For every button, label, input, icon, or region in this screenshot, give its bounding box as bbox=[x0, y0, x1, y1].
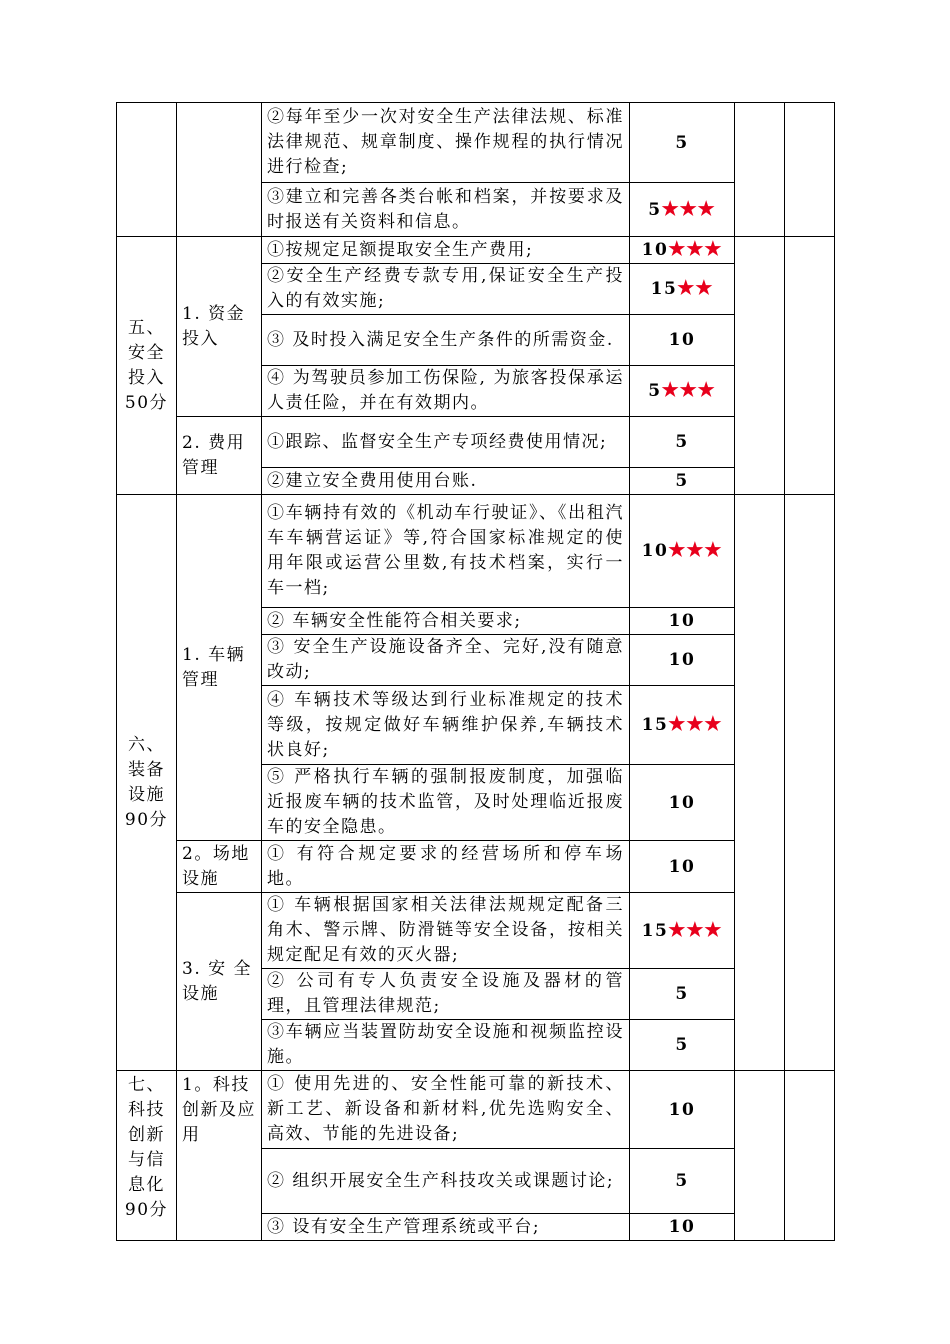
score-cell bbox=[630, 183, 735, 237]
score-value: 10 bbox=[668, 1217, 696, 1237]
category-cell: 五、安全投入50分 bbox=[117, 237, 177, 495]
subcategory-cell: 2。场地设施 bbox=[177, 841, 262, 893]
requirement-cell: ④ 为驾驶员参加工伤保险, 为旅客投保承运人责任险，并在有效期内。 bbox=[262, 366, 630, 417]
requirement-cell: ① 使用先进的、安全性能可靠的新技术、新工艺、新设备和新材料,优先选购安全、高效、节能的先进设备; bbox=[262, 1071, 630, 1149]
requirement-cell: ③ 及时投入满足安全生产条件的所需资金. bbox=[262, 315, 630, 366]
requirement-cell: ② 公司有专人负责安全设施及器材的管理，且管理法律规范; bbox=[262, 969, 630, 1020]
score-cell bbox=[630, 635, 735, 686]
star-rating: ★★★ bbox=[661, 197, 716, 220]
score-cell bbox=[630, 468, 735, 495]
score-cell bbox=[630, 366, 735, 417]
subcategory-cell: 3. 安 全设施 bbox=[177, 893, 262, 1071]
score-value: 10 bbox=[668, 792, 696, 813]
score-cell bbox=[630, 103, 735, 183]
score-cell bbox=[630, 686, 735, 765]
category-cell: 六、装备设施90分 bbox=[117, 495, 177, 1071]
score-cell bbox=[630, 315, 735, 366]
evaluation-table bbox=[116, 102, 835, 1241]
score-value: 5 bbox=[675, 1171, 689, 1191]
score-value: 5 bbox=[648, 199, 662, 220]
score-value: 15 bbox=[641, 715, 669, 735]
score-value: 10 bbox=[668, 856, 696, 877]
subcategory-cell bbox=[177, 103, 262, 237]
star-rating: ★★★ bbox=[668, 238, 723, 260]
score-cell bbox=[630, 841, 735, 893]
subcategory-cell: 1. 车辆管理 bbox=[177, 495, 262, 841]
table-row bbox=[117, 103, 835, 183]
requirement-cell: ② 车辆安全性能符合相关要求; bbox=[262, 608, 630, 635]
score-value: 5 bbox=[675, 471, 689, 491]
score-value: 5 bbox=[675, 984, 689, 1004]
star-rating: ★★ bbox=[677, 277, 714, 299]
score-cell bbox=[630, 1149, 735, 1214]
blank-cell bbox=[785, 1071, 835, 1241]
requirement-cell: ②建立安全费用使用台账. bbox=[262, 468, 630, 495]
score-cell bbox=[630, 1071, 735, 1149]
score-value: 5 bbox=[675, 1035, 689, 1055]
table-row bbox=[117, 417, 835, 468]
requirement-cell: ⑤ 严格执行车辆的强制报废制度，加强临近报废车辆的技术监管，及时处理临近报废车的安全隐患。 bbox=[262, 765, 630, 841]
score-cell bbox=[630, 417, 735, 468]
requirement-cell: ② 组织开展安全生产科技攻关或课题讨论; bbox=[262, 1149, 630, 1214]
subcategory-cell: 1. 资金投入 bbox=[177, 237, 262, 417]
table-row bbox=[117, 495, 835, 608]
table-row bbox=[117, 1071, 835, 1149]
requirement-cell: ① 有符合规定要求的经营场所和停车场地。 bbox=[262, 841, 630, 893]
requirement-cell: ②每年至少一次对安全生产法律法规、标准法律规范、规章制度、操作规程的执行情况进行检查; bbox=[262, 103, 630, 183]
score-value: 10 bbox=[668, 330, 696, 350]
table-row bbox=[117, 237, 835, 264]
blank-cell bbox=[735, 495, 785, 1071]
score-cell bbox=[630, 1020, 735, 1071]
blank-cell bbox=[785, 237, 835, 495]
score-value: 10 bbox=[641, 541, 669, 561]
requirement-cell: ① 车辆根据国家相关法律法规规定配备三角木、警示牌、防滑链等安全设备，按相关规定配足有效的灭火器; bbox=[262, 893, 630, 969]
requirement-cell: ③ 设有安全生产管理系统或平台; bbox=[262, 1214, 630, 1241]
score-value: 5 bbox=[675, 132, 689, 153]
score-cell bbox=[630, 893, 735, 969]
category-cell: 七、科技创新与信息化90分 bbox=[117, 1071, 177, 1241]
score-cell bbox=[630, 495, 735, 608]
score-value: 5 bbox=[675, 432, 689, 452]
blank-cell bbox=[735, 1071, 785, 1241]
score-value: 10 bbox=[668, 611, 696, 631]
table-row bbox=[117, 893, 835, 969]
requirement-cell: ③车辆应当装置防劫安全设施和视频监控设施。 bbox=[262, 1020, 630, 1071]
blank-cell bbox=[735, 237, 785, 495]
score-cell bbox=[630, 1214, 735, 1241]
requirement-cell: ①跟踪、监督安全生产专项经费使用情况; bbox=[262, 417, 630, 468]
star-rating: ★★★ bbox=[661, 379, 716, 401]
blank-cell bbox=[785, 495, 835, 1071]
star-rating: ★★★ bbox=[668, 918, 723, 941]
score-value: 10 bbox=[668, 1099, 696, 1120]
subcategory-cell: 2. 费用管理 bbox=[177, 417, 262, 495]
subcategory-cell: 1。科技创新及应用 bbox=[177, 1071, 262, 1241]
table-row bbox=[117, 841, 835, 893]
score-cell bbox=[630, 969, 735, 1020]
requirement-cell: ①按规定足额提取安全生产费用; bbox=[262, 237, 630, 264]
score-value: 5 bbox=[648, 381, 662, 401]
score-cell bbox=[630, 237, 735, 264]
star-rating: ★★★ bbox=[668, 713, 723, 735]
star-rating: ★★★ bbox=[668, 539, 723, 561]
score-cell bbox=[630, 608, 735, 635]
score-cell bbox=[630, 765, 735, 841]
score-value: 15 bbox=[650, 279, 678, 299]
category-cell bbox=[117, 103, 177, 237]
requirement-cell: ③建立和完善各类台帐和档案，并按要求及时报送有关资料和信息。 bbox=[262, 183, 630, 237]
requirement-cell: ④ 车辆技术等级达到行业标准规定的技术等级，按规定做好车辆维护保养,车辆技术状良好; bbox=[262, 686, 630, 765]
score-value: 10 bbox=[668, 650, 696, 670]
score-value: 15 bbox=[641, 920, 669, 941]
blank-cell bbox=[735, 103, 785, 237]
score-value: 10 bbox=[641, 240, 669, 260]
requirement-cell: ①车辆持有效的《机动车行驶证》、《出租汽车车辆营运证》等,符合国家标准规定的使用年限或运营公里数,有技术档案，实行一车一档; bbox=[262, 495, 630, 608]
requirement-cell: ③ 安全生产设施设备齐全、完好,没有随意改动; bbox=[262, 635, 630, 686]
blank-cell bbox=[785, 103, 835, 237]
score-cell bbox=[630, 264, 735, 315]
requirement-cell: ②安全生产经费专款专用,保证安全生产投入的有效实施; bbox=[262, 264, 630, 315]
